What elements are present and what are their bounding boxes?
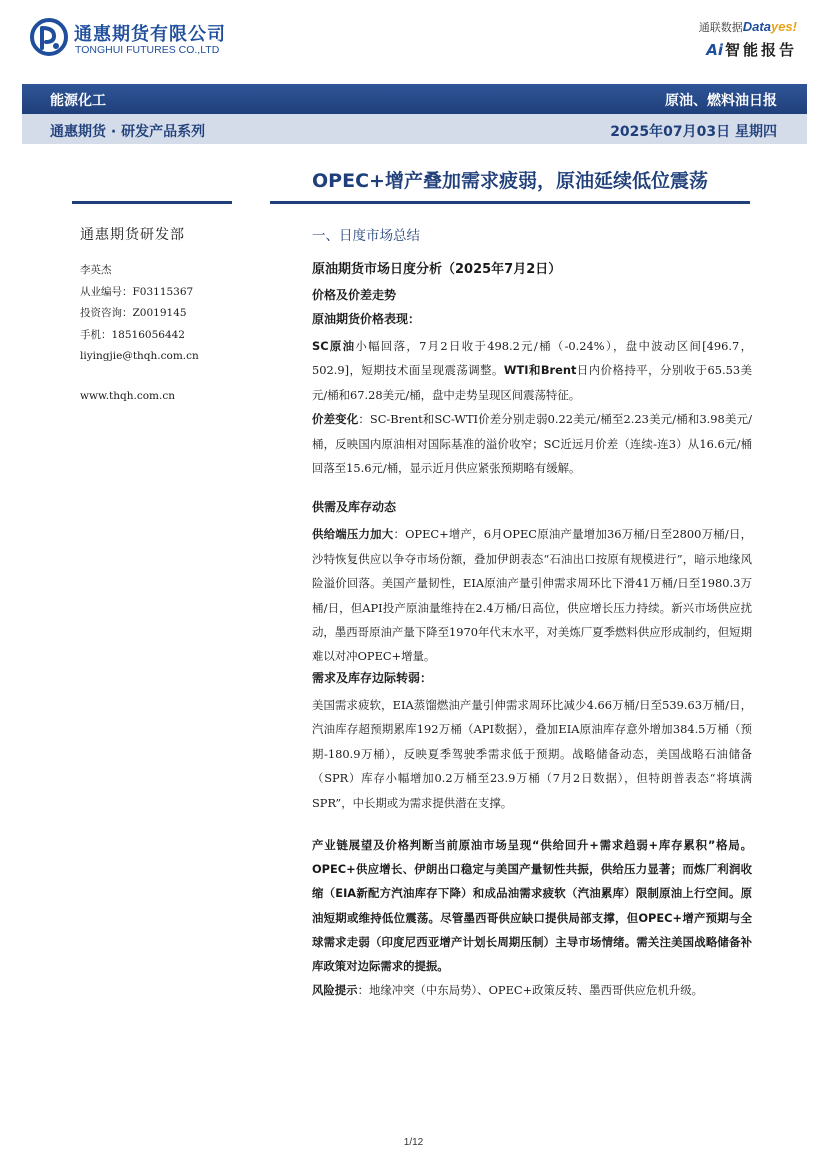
report-date: 2025年07月03日 星期四 — [610, 124, 777, 140]
page-title: OPEC+增产叠加需求疲弱，原油延续低位震荡 — [312, 170, 708, 192]
paragraph-outlook: 产业链展望及价格判断当前原油市场呈现“供给回升+需求趋弱+库存累积”格局。OPEC+供应增长、伊朗出口稳定与美国产量韧性共振，供给压力显著；而炼厂利润收缩（EIA新配方汽油库存下降）和成品油需求疲软（汽油累库）限制原油上行空间。原油短期或维持低位震荡。尽管墨西哥供应缺口提供局部支撑，但OPEC+增产预期与全球需求走弱（印度尼西亚增产计划长周期压制）主导市场情绪。需关注美国战略储备补库政策对边际需求的提振。 — [312, 837, 752, 973]
datayes-prefix: 通联数据 — [698, 21, 743, 34]
demand-heading: 需求及库存边际转弱： — [312, 670, 433, 685]
company-name-en: TONGHUI FUTURES CO.,LTD — [75, 44, 220, 56]
company-name-cn: 通惠期货有限公司 — [74, 24, 226, 45]
advisory-license: 投资咨询：Z0019145 — [80, 307, 187, 319]
supply-pressure-text: ：OPEC+增产，6月OPEC原油产量增加36万桶/日至2800万桶/日，沙特恢复供应以争夺市场份额，叠加伊朗表态“石油出口按原有规模进行”，暗示地缘风险溢价回落。美国产量韧性，EIA原油产量引伸需求周环比下滑41万桶/日至1980.3万桶/日，但API投产原油量维持在2.4万桶/日高位，供应增长压力持续。新兴市场供应扰动，墨西哥原油产量下降至1970年代末水平，对美炼厂夏季燃料供应形成制约，但短期难以对冲OPEC+增量。 — [312, 527, 752, 664]
analyst-email[interactable]: liyingjie@thqh.com.cn — [80, 350, 199, 362]
analyst-name: 李英杰 — [80, 264, 112, 276]
sc-crude-label: SC原油 — [312, 339, 356, 353]
datayes-line — [657, 19, 797, 35]
company-website-link[interactable]: www.thqh.com.cn — [80, 390, 175, 402]
price-performance-heading: 原油期货价格表现： — [312, 312, 421, 326]
ai-report-line — [657, 39, 797, 60]
series-label: 通惠期货 · 研发产品系列 — [50, 124, 206, 140]
spread-change-label: 价差变化 — [312, 412, 359, 427]
analyst-phone: 手机：18516056442 — [80, 328, 185, 341]
price-heading: 价格及价差走势 — [312, 288, 397, 302]
analysis-title: 原油期货市场日度分析（2025年7月2日） — [312, 262, 562, 277]
datayes-logo — [657, 19, 797, 63]
sc-crude-text: 小幅回落，7月2日收于498.2元/桶（-0.24%），盘中波动区间[496.7，502.9]，短期技术面呈现震荡调整。 — [312, 339, 752, 378]
title-divider-right — [270, 201, 750, 204]
wti-brent-label: WTI和Brent — [503, 363, 577, 378]
series-band — [22, 114, 807, 144]
report-body — [312, 260, 752, 1003]
company-logo-icon — [30, 18, 68, 56]
wti-brent-text: 日内价格持平，分别收于65.53美元/桶和67.28美元/桶，盘中走势呈现区间震荡特征。 — [312, 363, 752, 402]
paragraph-supply-pressure — [312, 522, 752, 668]
paragraph-price-performance — [312, 334, 752, 407]
paragraph-spread-change — [312, 407, 752, 480]
risk-text: ：地缘冲突（中东局势）、OPEC+政策反转、墨西哥供应危机升级。 — [357, 983, 704, 998]
page-number: 1/12 — [403, 1137, 424, 1148]
sidebar-contact-block — [80, 260, 199, 368]
section-heading: 一、日度市场总结 — [312, 228, 420, 244]
practice-license: 从业编号：F03115367 — [80, 285, 194, 298]
sidebar-department: 通惠期货研发部 — [80, 227, 185, 243]
spacer — [312, 815, 752, 833]
ai-mark: Ai — [706, 41, 723, 59]
company-logo — [30, 18, 250, 62]
datayes-suffix: yes! — [770, 19, 797, 34]
supply-demand-heading: 供需及库存动态 — [312, 500, 397, 515]
category-band — [22, 84, 807, 114]
category-label: 能源化工 — [50, 93, 106, 109]
risk-label: 风险提示 — [312, 983, 358, 998]
report-type-label: 原油、燃料油日报 — [665, 93, 777, 109]
supply-pressure-label: 供给端压力加大 — [312, 527, 394, 542]
paragraph-demand-inventory: 美国需求疲软，EIA蒸馏燃油产量引伸需求周环比减少4.66万桶/日至539.63万桶/日，汽油库存超预期累库192万桶（API数据），叠加EIA原油库存意外增加384.5万桶（预期-180.9万桶），反映夏季驾驶季需求低于预期。战略储备动态，美国战略石油储备（SPR）库存小幅增加0.2万桶至23.9万桶（7月2日数据），但特朗普表态“将填满SPR”，中长期或为需求提供潜在支撑。 — [312, 697, 752, 810]
datayes-brand: Data — [742, 19, 771, 34]
spread-change-text: ：SC-Brent和SC-WTI价差分别走弱0.22美元/桶至2.23美元/桶和3.98美元/桶，反映国内原油相对国际基准的溢价收窄；SC近远月价差（连续-连3）从16.6元/桶回落至15.6元/桶，显示近月供应紧张预期略有缓解。 — [312, 412, 752, 476]
paragraph-risk — [312, 978, 752, 1002]
spacer — [312, 480, 752, 498]
ai-report-label: 智能报告 — [724, 41, 797, 59]
title-divider-left — [72, 201, 232, 204]
